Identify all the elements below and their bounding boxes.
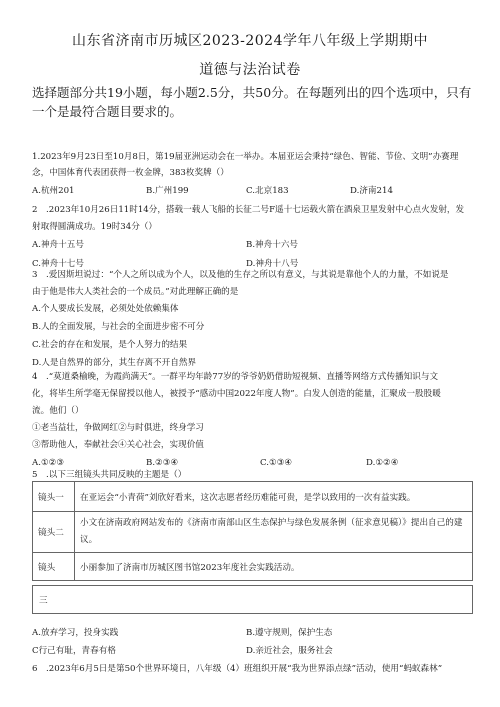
table-row (33, 553, 473, 581)
question-3-stem-line-1: 3 .爱因斯坦说过：“个人之所以成为个人，以及他的生存之所以有意义，与其说是靠他个人的力量，不如说是 (32, 270, 449, 280)
section-instruction: 选择题部分共19小题，每小题2.5分，共50分。在每题列出的四个选项中，只有一个是最符合题目要求的。 (32, 85, 472, 119)
question-6-stem-line-1: 6 .2023年6月5日是第50个世界环境日，八年级（4）班组织开展“我为世界添点绿”活动，使用“蚂蚁森林” (32, 664, 443, 674)
lens-3-text: 小丽参加了济南市历城区图书馆2023年度社会实践活动。 (75, 553, 473, 581)
question-1-stem-line-2: 念，中国体育代表团获得一枚金牌，383枚奖牌（） (32, 168, 229, 178)
question-3-option-a: A.个人要成长发展，必须处处依赖集体 (32, 304, 179, 314)
question-2-stem-line-1: 2 .2023年10月26日11时14分，搭载一载人飞船的长征二号F遥十七运载火箭在酒泉卫星发射中心点火发射，发 (32, 205, 465, 215)
question-4-option-a: A.①②③ (32, 458, 65, 468)
question-1-stem-line-1: 1.2023年9月23日至10月8日，第19届亚洲运动会在一举办。本届亚运会秉持“绿色、智能、节俭、文明”办赛理 (32, 152, 459, 162)
question-5-stem: 5 .以下三组镜头共同反映的主题是（） (32, 470, 187, 480)
question-2-option-c: C.神舟十七号 (32, 259, 84, 269)
question-5-option-d: D.亲近社会，服务社会 (246, 646, 333, 656)
question-4-option-b: B.②③④ (146, 458, 179, 468)
question-1-option-c: C.北京183 (246, 186, 289, 196)
question-2-option-b: B.神舟十六号 (246, 240, 299, 250)
extra-row-label: 三 (39, 596, 48, 606)
question-4-point-line-1: ①老当益壮，争做网红②与时俱进，终身学习 (32, 423, 204, 433)
question-3-option-b: B.人的全面发展，与社会的全面进步密不可分 (32, 322, 205, 332)
question-5-option-b: B.遵守规则，保护生态 (246, 628, 333, 638)
question-1-option-d: D.济南214 (350, 186, 393, 196)
question-4-stem-line-1: 4 .“莫道桑榆晚，为霞尚满天”。一群平均年龄77岁的爷爷奶奶借助短视频、直播等网络方式传播知识与文 (32, 372, 439, 382)
lens-1-label: 镜头一 (33, 482, 75, 512)
question-3-stem-line-2: 由于他是伟大人类社会的一个成员。”对此理解正确的是 (32, 287, 239, 297)
question-1-option-a: A.杭州201 (32, 186, 75, 196)
question-4-option-d: D.①②④ (366, 458, 399, 468)
question-3-option-d: D.人是自然界的部分，其生存离不开自然界 (32, 358, 197, 368)
question-5-lens-table (32, 481, 473, 581)
lens-1-text: 在亚运会“小青荷”刘欣好看来，这次志愿者经历难能可贵，是学以致用的一次有益实践。 (75, 482, 473, 512)
question-2-option-a: A.神舟十五号 (32, 240, 84, 250)
lens-3-label: 镜头 (33, 553, 75, 581)
table-row (33, 482, 473, 512)
lens-2-text: 小文在济南政府网站发布的《济南市南部山区生态保护与绿色发展条例（征求意见稿）》提出自己的建议。 (75, 512, 473, 553)
exam-title: 山东省济南市历城区2023-2024学年八年级上学期期中 (72, 33, 428, 49)
question-1-option-b: B.广州199 (146, 186, 189, 196)
lens-2-label: 镜头二 (33, 512, 75, 553)
question-5-extra-row (32, 585, 473, 614)
question-5-option-a: A.放弃学习，投身实践 (32, 628, 119, 638)
exam-subtitle: 道德与法治试卷 (199, 62, 301, 78)
question-3-option-c: C.社会的存在和发展，是个人努力的结果 (32, 340, 188, 350)
question-4-option-c: C.①③④ (260, 458, 293, 468)
question-5-option-c: C行己有耻，青春有格 (32, 646, 116, 656)
question-2-option-d: D.神舟十八号 (246, 259, 299, 269)
question-4-stem-line-2: 化，将毕生所学毫无保留授以他人，被授予“感动中国2022年度人物”。白发人创造的能量，汇聚成一股股暖 (32, 389, 441, 399)
table-row (33, 512, 473, 553)
question-4-stem-line-3: 流。他们（） (32, 406, 84, 416)
question-4-point-line-2: ③帮助他人，奉献社会④关心社会，实现价值 (32, 440, 204, 450)
question-2-stem-line-2: 射取得圆满成功。19时34分（） (32, 222, 157, 232)
